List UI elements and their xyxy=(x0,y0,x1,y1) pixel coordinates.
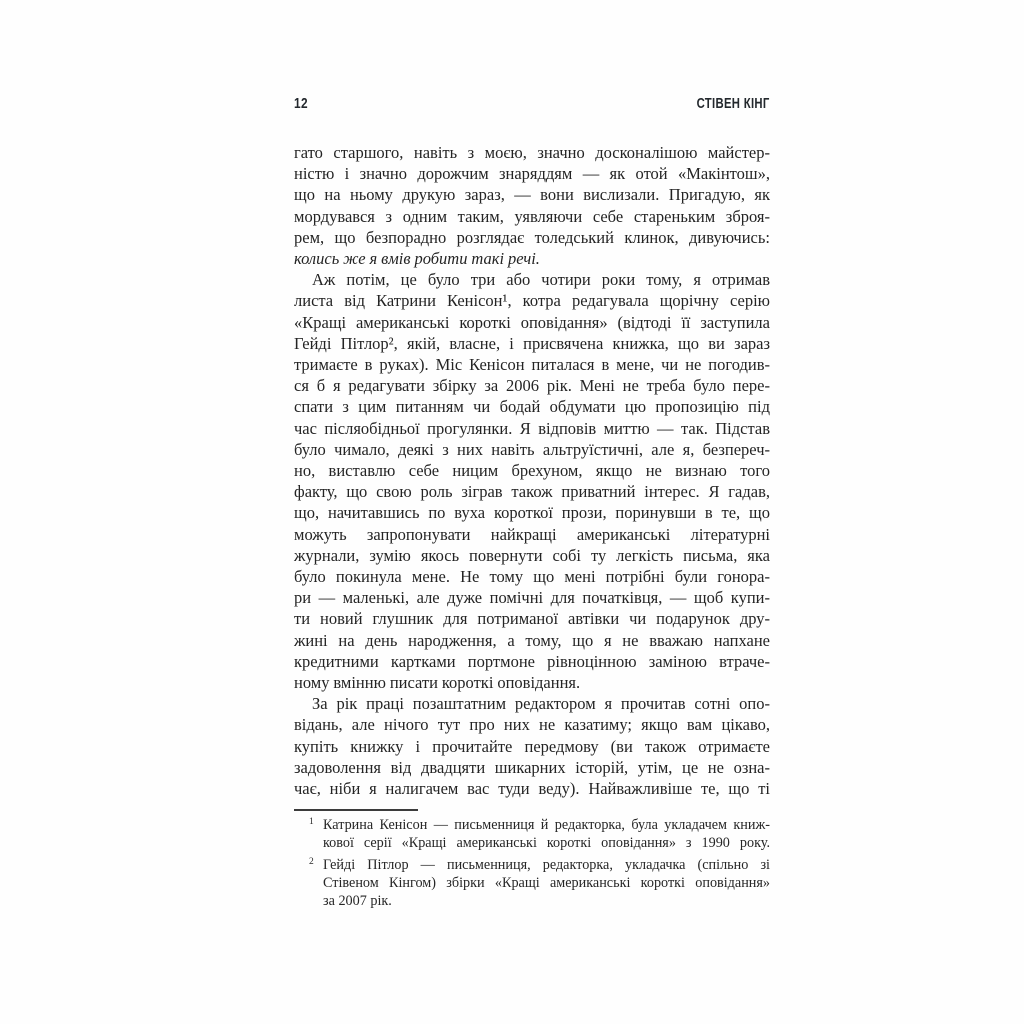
footnote-marker: 1 xyxy=(309,817,314,827)
text-line: листа від Катрини Кенісон¹, котра редагувала щорічну серію xyxy=(294,291,770,311)
text-line: ти новий глушник для потриманої автівки чи подарунок дру- xyxy=(294,609,770,629)
text-line: що на ньому друкую зараз, — вони вислизали. Пригадую, як xyxy=(294,185,770,205)
paragraph-1 xyxy=(294,142,770,269)
text-line: жині на день народження, а тому, що я не вважаю напхане xyxy=(294,630,770,650)
running-header xyxy=(294,96,770,112)
footnote-1 xyxy=(294,816,770,852)
text-line: купіть книжку і прочитайте передмову (ви також отримаєте xyxy=(294,736,770,756)
text-line: ри — маленькі, але дуже помічні для початківця, — щоб купи- xyxy=(294,588,770,608)
footnote-separator xyxy=(294,809,418,811)
text-line: факту, що свою роль зіграв також приватний інтерес. Я гадав, xyxy=(294,482,770,502)
text-line: ному вмінню писати короткі оповідання. xyxy=(294,673,581,693)
text-line: журнали, зумію якось повернути собі ту легкість письма, яка xyxy=(294,545,770,565)
text-line: чає, ніби я налигачем вас туди веду). Найважливіше те, що ті xyxy=(294,779,770,799)
text-line: було чимало, деякі з них навіть альтруїстичні, але я, безпереч- xyxy=(294,439,770,459)
text-line: «Кращі американські короткі оповідання» (відтоді її заступила xyxy=(294,312,770,332)
paragraph-3 xyxy=(294,693,770,799)
text-line: рем, що безпорадно розглядає толедський клинок, дивуючись: xyxy=(294,227,770,247)
text-line: відань, але нічого тут про них не казатиму; якщо вам цікаво, xyxy=(294,715,770,735)
text-line: но, виставлю себе ницим брехуном, якщо не визнаю того xyxy=(294,461,770,481)
text-line: Аж потім, це було три або чотири роки тому, я отримав xyxy=(312,270,770,290)
footnote-line: за 2007 рік. xyxy=(323,893,392,909)
page-number: 12 xyxy=(294,96,308,112)
text-line: задоволення від двадцяти шикарних історій, утім, це не озна- xyxy=(294,757,770,777)
footnotes xyxy=(294,816,770,910)
footnote-line: Стівеном Кінгом) збірки «Кращі американські короткі оповідання» xyxy=(323,875,770,891)
text-line-italic: колись же я вмів робити такі речі. xyxy=(294,249,540,269)
footnote-marker: 2 xyxy=(309,857,314,867)
text-line: За рік праці позаштатним редактором я прочитав сотні опо- xyxy=(312,694,770,714)
text-line: час післяобідньої прогулянки. Я відповів миттю — так. Підстав xyxy=(294,418,770,438)
text-line: було покинула мене. Не тому що мені потрібні були гонора- xyxy=(294,567,770,587)
footnote-line: кової серії «Кращі американські короткі оповідання» з 1990 року. xyxy=(323,835,770,851)
footnote-2 xyxy=(294,856,770,910)
text-line: ся б я редагувати збірку за 2006 рік. Мені не треба було пере- xyxy=(294,376,770,396)
text-line: можуть запропонувати найкращі американські літературні xyxy=(294,524,770,544)
text-line: що, начитавшись по вуха короткої прози, поринувши в те, що xyxy=(294,503,770,523)
body-text xyxy=(294,142,770,799)
text-line: гато старшого, навіть з моєю, значно досконалішою майстер- xyxy=(294,143,770,162)
text-line: мордувався з одним таким, уявляючи себе стареньким зброя- xyxy=(294,206,770,226)
text-line: Гейді Пітлор², якій, власне, і присвячена книжка, що ви зараз xyxy=(294,333,770,353)
text-line: спати з цим питанням чи бодай обдумати цю пропозицію під xyxy=(294,397,770,417)
footnote-line: Гейді Пітлор — письменниця, редакторка, укладачка (спільно зі xyxy=(323,857,770,873)
running-title: СТІВЕН КІНГ xyxy=(696,96,770,112)
text-line: кредитними картками портмоне рівноцінною заміною втраче- xyxy=(294,651,770,671)
paragraph-2 xyxy=(294,269,770,693)
text-line: тримаєте в руках). Міс Кенісон питалася в мене, чи не погодив- xyxy=(294,355,770,375)
text-line: ністю і значно дорожчим знаряддям — як отой «Макінтош», xyxy=(294,164,770,184)
footnote-line: Катрина Кенісон — письменниця й редакторка, була укладачем книж- xyxy=(323,817,770,833)
